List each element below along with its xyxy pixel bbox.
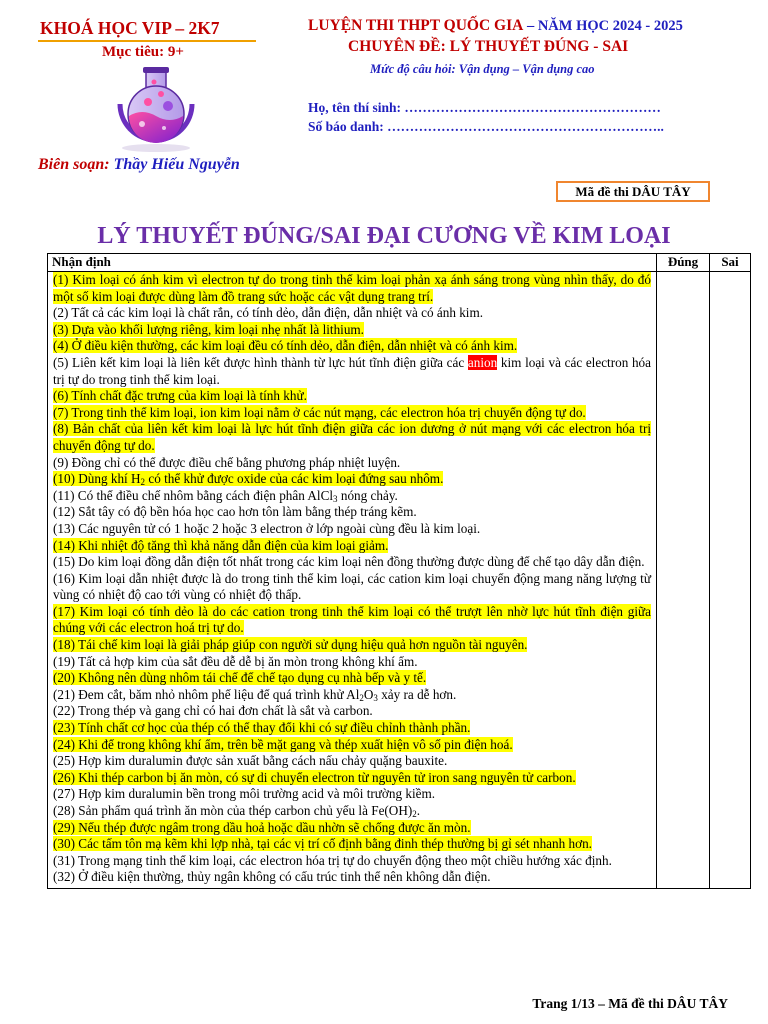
- statement-text: [53, 521, 480, 536]
- statement-text-part: .: [416, 803, 421, 818]
- statement-item: [53, 770, 651, 787]
- statement-text-part: (14) Khi nhiệt độ tăng thì khả năng dẫn điện của kim loại giảm.: [53, 537, 389, 553]
- exam-line-main: LUYỆN THI THPT QUỐC GIA: [308, 17, 524, 34]
- statement-text-part: (12) Sắt tây có độ bền hóa học cao hơn tôn làm bằng thép tráng kẽm.: [53, 504, 417, 520]
- statement-text-part: nóng chảy.: [337, 487, 398, 503]
- school-year: – NĂM HỌC 2024 - 2025: [523, 18, 683, 34]
- statement-item: [53, 604, 651, 637]
- statement-item: [53, 521, 651, 538]
- statement-item: [53, 737, 651, 754]
- statement-text-part: (11) Có thể điều chế nhôm bằng cách điện phân AlCl: [53, 487, 334, 503]
- statement-text-part: (28) Sản phẩm quá trình ăn mòn của thép carbon chủ yếu là Fe(OH): [53, 803, 413, 818]
- statement-text: [53, 836, 592, 851]
- statement-item: [53, 421, 651, 454]
- statement-text-part: (25) Hợp kim duralumin được sản xuất bằng cách nấu chảy quặng bauxite.: [53, 753, 448, 769]
- true-answer-cell[interactable]: [657, 272, 710, 889]
- subscript: 3: [373, 692, 378, 703]
- statement-text: [53, 687, 456, 702]
- statement-text: [53, 869, 491, 884]
- statement-text-part: (5) Liên kết kim loại là liên kết được hình thành từ lực hút tĩnh điện giữa các: [53, 354, 468, 370]
- statement-text: [53, 670, 426, 685]
- candidate-number-field: Số báo danh: ……………………………………………………..: [308, 119, 664, 134]
- statement-item: [53, 455, 651, 472]
- statement-text: [53, 455, 400, 470]
- question-level: Mức độ câu hỏi: Vận dụng – Vận dụng cao: [370, 62, 595, 76]
- statement-text: [53, 322, 364, 337]
- column-header-statement: Nhận định: [48, 254, 657, 272]
- statement-item: [53, 355, 651, 388]
- statement-text-part: (22) Trong thép và gang chỉ có hai đơn chất là sắt và carbon.: [53, 703, 373, 719]
- statement-text: [53, 720, 470, 735]
- statement-text-part: (7) Trong tinh thể kim loại, ion kim loại nằm ở các nút mạng, các electron hóa trị chuyển động tự do.: [53, 404, 586, 420]
- statement-text: [53, 338, 517, 353]
- statement-text-part: (27) Hợp kim duralumin bền trong môi trường acid và môi trường kiềm.: [53, 786, 436, 802]
- statement-item: [53, 869, 651, 886]
- statement-text: [53, 421, 651, 453]
- subscript: 2: [140, 477, 146, 488]
- statement-text-part: (26) Khi thép carbon bị ăn mòn, có sự di chuyển electron từ nguyên tử iron sang nguyên tử carbon.: [53, 769, 576, 785]
- statement-text-part: (10) Dùng khí H: [53, 471, 141, 487]
- table-header-row: [48, 254, 751, 272]
- statement-text-part: (20) Không nên dùng nhôm tái chế để chế tạo dụng cụ nhà bếp và y tế.: [53, 670, 427, 686]
- statement-text-part: (30) Các tấm tôn mạ kẽm khi lợp nhà, tại các vị trí cố định bằng đinh thép thường bị gỉ sét nhanh hơn.: [53, 836, 592, 852]
- statements-cell: [48, 272, 657, 889]
- statement-text-part: có thể khử được oxide của các kim loại đứng sau nhôm.: [145, 471, 444, 487]
- column-header-false: Sai: [710, 254, 751, 272]
- exam-code-box: Mã đề thi DÂU TÂY: [556, 181, 710, 202]
- statement-text-part: (4) Ở điều kiện thường, các kim loại đều có tính dẻo, dẫn điện, dẫn nhiệt và có ánh kim.: [53, 338, 518, 354]
- statement-item: [53, 554, 651, 571]
- statement-item: [53, 272, 651, 305]
- statement-text-part: (1) Kim loại có ánh kim vì electron tự do trong tinh thể kim loại phản xạ ánh sáng trong vùng nhìn thấy, do đó một số kim loại được dùng làm đồ trang sức hoặc các vật dụng trang trí.: [53, 272, 651, 304]
- statement-text-part: (8) Bản chất của liên kết kim loại là lực hút tĩnh điện giữa các ion dương ở nút mạng với các electron hóa trị chuyển động tự do.: [53, 421, 651, 453]
- statement-text-part: (23) Tính chất cơ học của thép có thể thay đổi khi có sự điều chỉnh thành phần.: [53, 720, 471, 736]
- statement-text-part: (32) Ở điều kiện thường, thủy ngân không có cấu trúc tinh thể nên không dẫn điện.: [53, 869, 491, 885]
- table-body-row: [48, 272, 751, 889]
- chemistry-flask-logo-icon: [98, 64, 214, 154]
- statement-text: [53, 786, 435, 801]
- page-footer: Trang 1/13 – Mã đề thi DÂU TÂY: [532, 996, 728, 1011]
- statement-item: [53, 322, 651, 339]
- statement-item: [53, 305, 651, 322]
- statements-table: [47, 253, 751, 889]
- statement-text-part: (6) Tính chất đặc trưng của kim loại là tính khử.: [53, 388, 307, 404]
- statement-text: [53, 753, 447, 768]
- statement-text-part: kim loại và các electron hóa trị tự do trong tinh thể kim loại.: [53, 354, 651, 387]
- exam-line: [308, 17, 683, 35]
- statement-item: [53, 753, 651, 770]
- column-header-true: Đúng: [657, 254, 710, 272]
- statement-text-part: (21) Đem cắt, băm nhỏ nhôm phế liệu để quá trình khử Al: [53, 686, 360, 702]
- statement-text: [53, 488, 398, 503]
- highlighted-word: anion: [467, 354, 498, 370]
- statement-item: [53, 703, 651, 720]
- main-title: LÝ THUYẾT ĐÚNG/SAI ĐẠI CƯƠNG VỀ KIM LOẠI: [97, 223, 671, 249]
- statement-item: [53, 637, 651, 654]
- statement-text-part: O: [363, 686, 374, 702]
- statement-item: [53, 538, 651, 555]
- statement-text-part: (13) Các nguyên tử có 1 hoặc 2 hoặc 3 electron ở lớp ngoài cùng đều là kim loại.: [53, 520, 481, 536]
- false-answer-cell[interactable]: [710, 272, 751, 889]
- statement-text: [53, 471, 443, 486]
- subscript: 2: [359, 692, 364, 703]
- statement-item: [53, 571, 651, 604]
- subscript: 3: [333, 493, 338, 504]
- statement-item: [53, 405, 651, 422]
- statement-text-part: (17) Kim loại có tính dẻo là do các cation trong tinh thể kim loại có thể trượt lên nhờ lực hút tĩnh điện giữa chúng với các electron hoá trị tự do.: [53, 603, 651, 636]
- statement-item: [53, 654, 651, 671]
- statement-item: [53, 820, 651, 837]
- statement-item: [53, 836, 651, 853]
- statement-text: [53, 355, 651, 387]
- statement-text: [53, 554, 645, 569]
- statement-text-part: (15) Do kim loại đồng dẫn điện tốt nhất trong các kim loại nên đồng thường được dùng để chế tạo dây dẫn điện.: [53, 554, 645, 570]
- statement-item: [53, 504, 651, 521]
- statement-text: [53, 272, 651, 304]
- statement-text-part: (31) Trong mạng tinh thể kim loại, các electron hóa trị tự do chuyển động theo một chiều hướng xác định.: [53, 852, 612, 868]
- statement-item: [53, 786, 651, 803]
- statement-item: [53, 338, 651, 355]
- statement-text-part: (24) Khi để trong không khí ẩm, trên bề mặt gang và thép xuất hiện vô số pin điện hoá.: [53, 736, 513, 752]
- statement-text: [53, 770, 576, 785]
- statement-text: [53, 853, 612, 868]
- statement-item: [53, 853, 651, 870]
- student-name-field: Họ, tên thí sinh: …………………………………………………: [308, 100, 661, 115]
- author-name: Thầy Hiếu Nguyễn: [113, 156, 240, 173]
- statement-text-part: (18) Tái chế kim loại là giải pháp giúp con người sử dụng hiệu quả hơn nguồn tài nguyên.: [53, 637, 528, 653]
- goal-text: Mục tiêu: 9+: [102, 44, 184, 60]
- statement-item: [53, 803, 651, 820]
- statement-text: [53, 803, 420, 818]
- author-label: Biên soạn:: [38, 156, 110, 173]
- statement-text: [53, 388, 307, 403]
- statement-text: [53, 405, 586, 420]
- statement-text: [53, 305, 483, 320]
- title-underline: [38, 40, 256, 42]
- statement-text: [53, 604, 651, 636]
- statement-text-part: (3) Dựa vào khối lượng riêng, kim loại nhẹ nhất là lithium.: [53, 321, 364, 337]
- statement-text-part: (29) Nếu thép được ngâm trong dầu hoả hoặc dầu nhờn sẽ chống được ăn mòn.: [53, 819, 471, 835]
- statement-item: [53, 720, 651, 737]
- statement-item: [53, 388, 651, 405]
- course-title: KHOÁ HỌC VIP – 2K7: [40, 18, 220, 38]
- statement-text-part: xảy ra dễ hơn.: [377, 686, 457, 702]
- statement-text: [53, 637, 527, 652]
- statement-text: [53, 538, 388, 553]
- statement-text: [53, 504, 417, 519]
- statement-text: [53, 703, 373, 718]
- statement-text: [53, 571, 651, 603]
- statement-item: [53, 471, 651, 488]
- statement-text-part: (9) Đồng chỉ có thể được điều chế bằng phương pháp nhiệt luyện.: [53, 454, 401, 470]
- statement-text-part: (16) Kim loại dẫn nhiệt được là do trong tinh thể kim loại, các cation kim loại chuyển động mang năng lượng từ vùng có nhiệt độ cao tới vùng có nhiệt độ thấp.: [53, 570, 651, 603]
- statement-text: [53, 654, 418, 669]
- statement-item: [53, 670, 651, 687]
- statement-text: [53, 820, 471, 835]
- statement-text-part: (19) Tất cả hợp kim của sắt đều dễ dễ bị ăn mòn trong không khí ẩm.: [53, 653, 418, 669]
- subscript: 2: [412, 809, 417, 819]
- statement-item: [53, 687, 651, 704]
- topic-title: CHUYÊN ĐỀ: LÝ THUYẾT ĐÚNG - SAI: [348, 38, 629, 55]
- statement-text-part: (2) Tất cả các kim loại là chất rắn, có tính dẻo, dẫn điện, dẫn nhiệt và có ánh kim.: [53, 305, 484, 321]
- statement-text: [53, 737, 513, 752]
- author-line: [38, 156, 240, 174]
- statement-item: [53, 488, 651, 505]
